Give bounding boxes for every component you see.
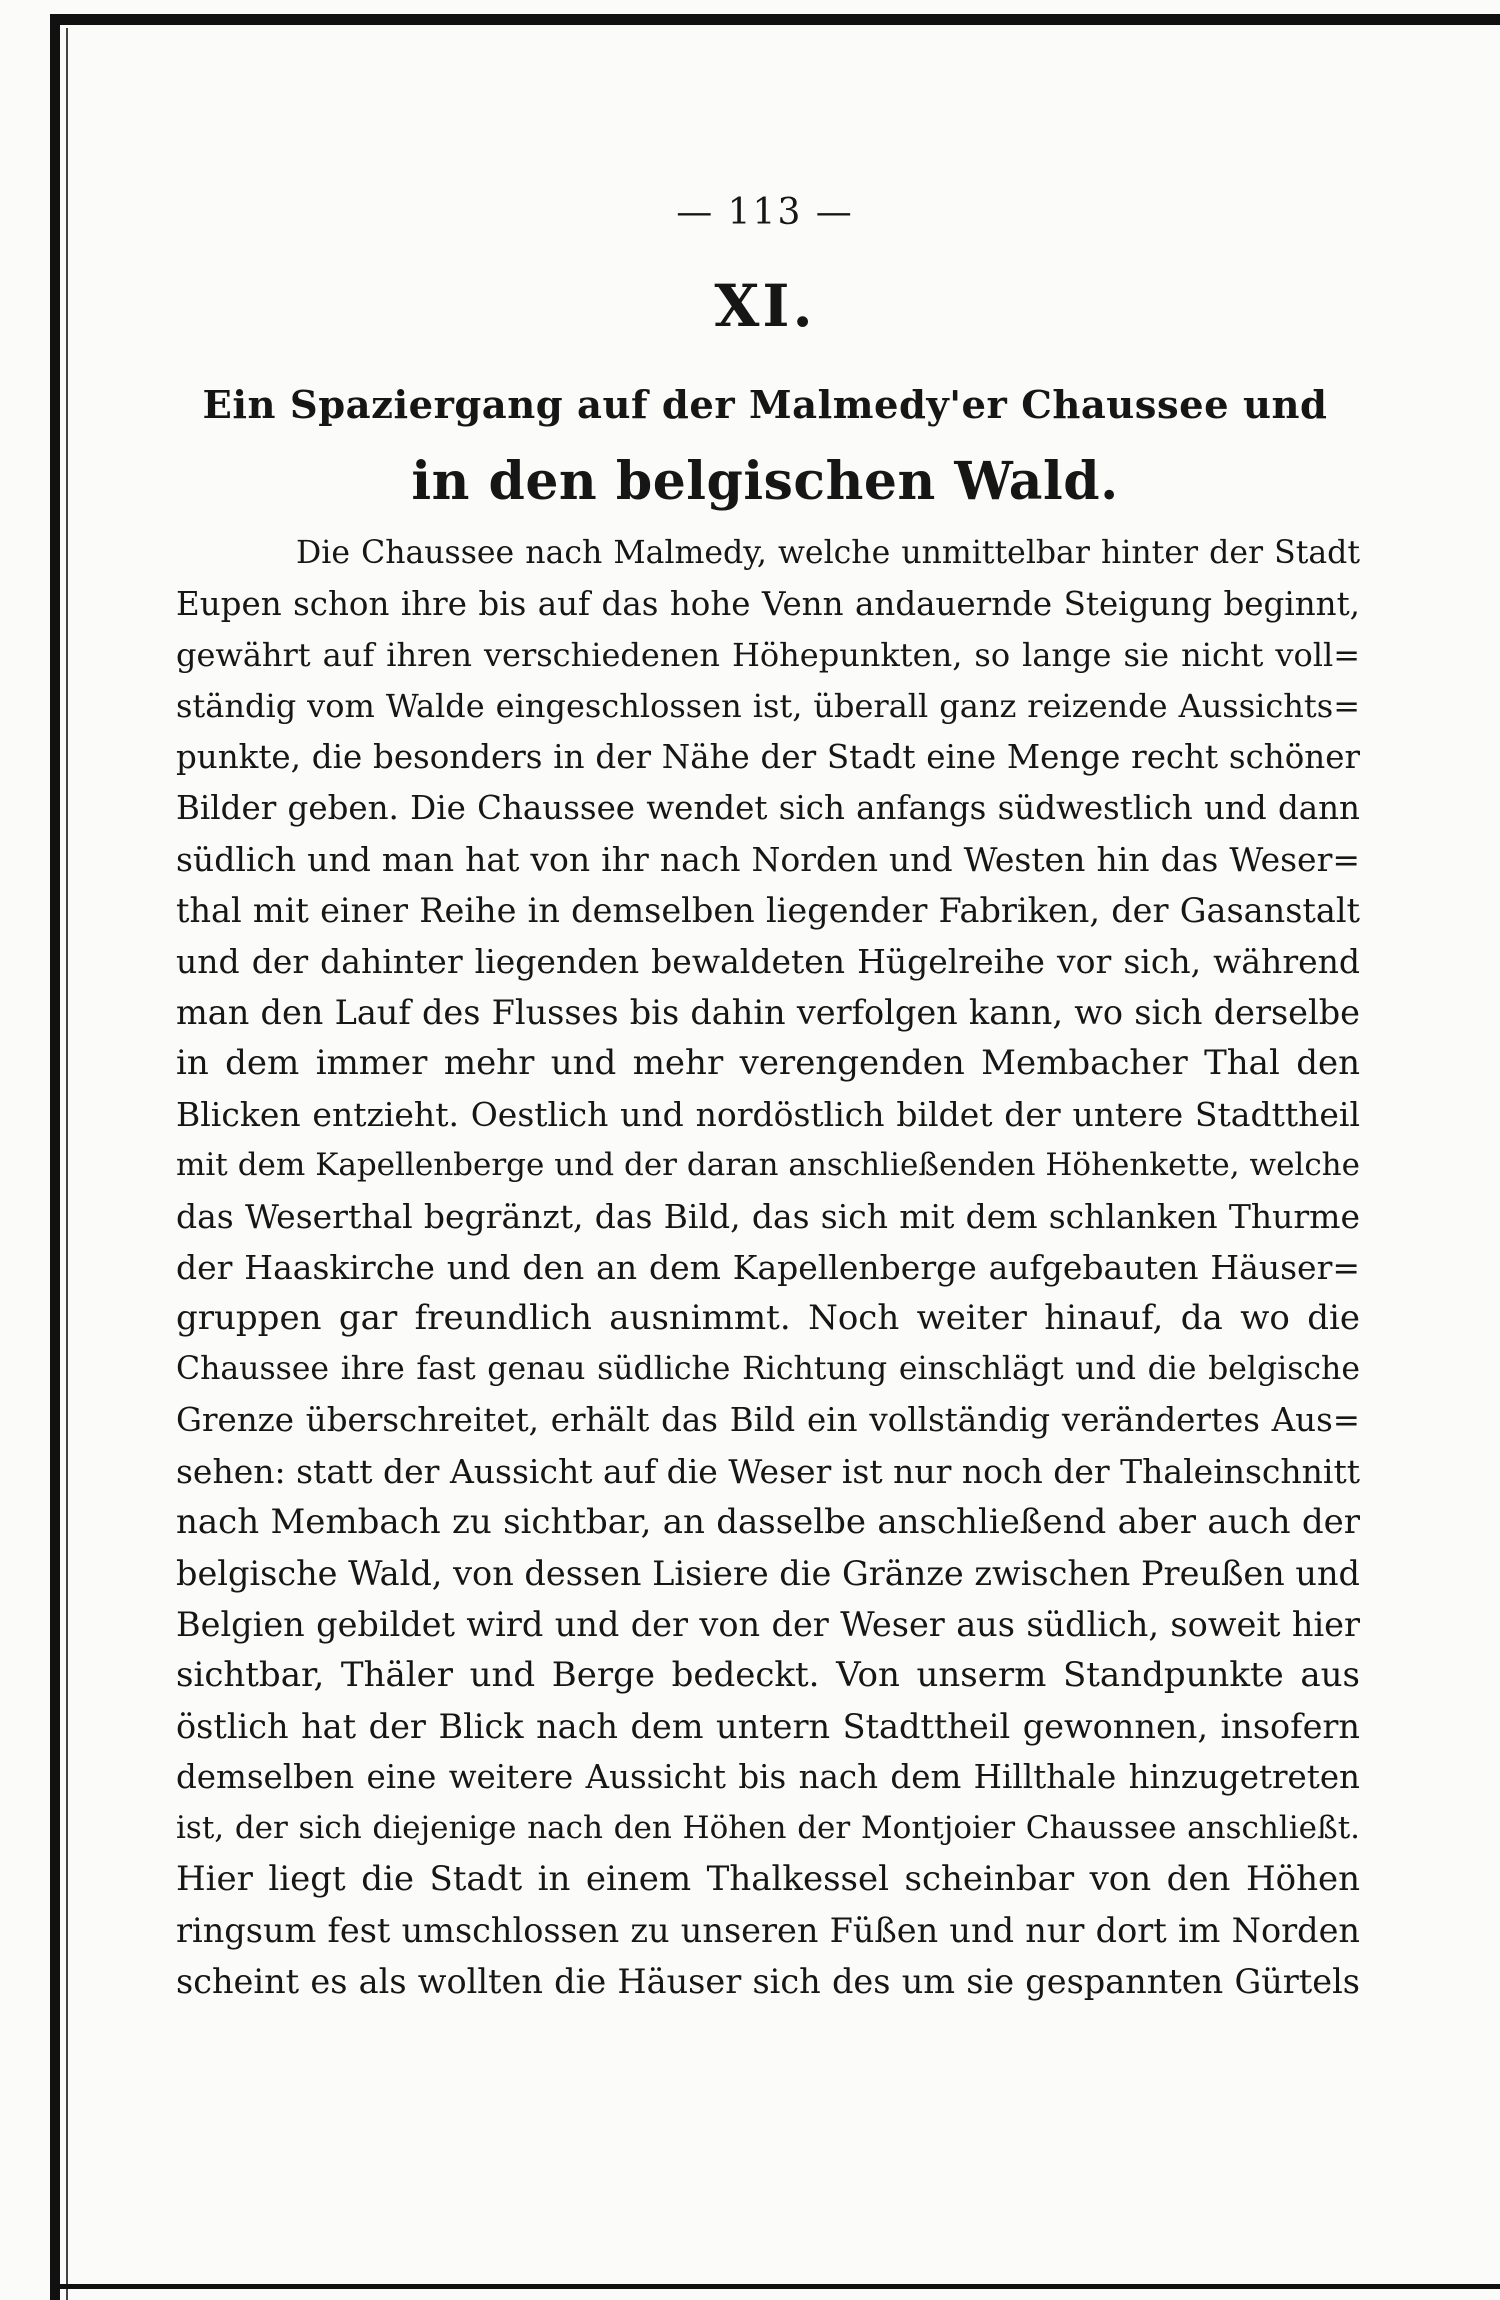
text-line: nach Membach zu sichtbar, an dasselbe anschließend aber auch der <box>176 1502 1360 1542</box>
text-line: Blicken entzieht. Oestlich und nordöstlich bildet der untere Stadttheil <box>176 1095 1360 1134</box>
text-line: ringsum fest umschlossen zu unseren Füßen und nur dort im Norden <box>176 1911 1360 1950</box>
text-line: Eupen schon ihre bis auf das hohe Venn andauernde Steigung beginnt, <box>176 585 1360 623</box>
text-line: das Weserthal begränzt, das Bild, das sich mit dem schlanken Thurme <box>176 1197 1360 1236</box>
text-line: thal mit einer Reihe in demselben liegender Fabriken, der Gasanstalt <box>176 891 1360 930</box>
chapter-title <box>200 368 1330 520</box>
text-line: und der dahinter liegenden bewaldeten Hügelreihe vor sich, während <box>176 942 1360 981</box>
text-line: östlich hat der Blick nach dem untern Stadttheil gewonnen, insofern <box>176 1707 1360 1746</box>
body-paragraph <box>176 528 1360 2007</box>
text-line: Grenze überschreitet, erhält das Bild ein vollständig verändertes Aus= <box>176 1401 1360 1439</box>
text-line: Bilder geben. Die Chaussee wendet sich anfangs südwestlich und dann <box>176 789 1360 827</box>
text-line: Hier liegt die Stadt in einem Thalkessel scheinbar von den Höhen <box>176 1859 1360 1899</box>
text-line: südlich und man hat von ihr nach Norden und Westen hin das Weser= <box>176 840 1360 879</box>
page-border-bottom <box>50 2284 1500 2289</box>
text-line: ständig vom Walde eingeschlossen ist, überall ganz reizende Aussichts= <box>176 687 1360 725</box>
text-line: in dem immer mehr und mehr verengenden Membacher Thal den <box>176 1043 1360 1083</box>
text-line: der Haaskirche und den an dem Kapellenberge aufgebauten Häuser= <box>176 1248 1360 1287</box>
page-border-left-inner <box>66 28 68 2300</box>
text-line: ist, der sich diejenige nach den Höhen der Montjoier Chaussee anschließt. <box>176 1810 1360 1846</box>
text-line: mit dem Kapellenberge und der daran anschließenden Höhenkette, welche <box>176 1147 1360 1183</box>
text-line: demselben eine weitere Aussicht bis nach dem Hillthale hinzugetreten <box>176 1758 1360 1796</box>
text-line: scheint es als wollten die Häuser sich des um sie gespannten Gürtels <box>176 1962 1360 2001</box>
text-line: man den Lauf des Flusses bis dahin verfolgen kann, wo sich derselbe <box>176 993 1360 1032</box>
page-border-left <box>50 14 60 2300</box>
text-line: sehen: statt der Aussicht auf die Weser ist nur noch der Thaleinschnitt <box>176 1452 1360 1491</box>
text-line: Belgien gebildet wird und der von der Weser aus südlich, soweit hier <box>176 1605 1360 1644</box>
chapter-title-line: in den belgischen Wald. <box>411 451 1119 512</box>
text-line: Die Chaussee nach Malmedy, welche unmittelbar hinter der Stadt <box>296 535 1360 571</box>
page-number: — 113 — <box>676 192 854 233</box>
text-line: gruppen gar freundlich ausnimmt. Noch weiter hinauf, da wo die <box>176 1298 1360 1338</box>
page-border-top <box>50 14 1500 25</box>
text-line: belgische Wald, von dessen Lisiere die Gränze zwischen Preußen und <box>176 1554 1360 1593</box>
chapter-title-line: Ein Spaziergang auf der Malmedy'er Chaussee und <box>202 383 1328 428</box>
text-line: sichtbar, Thäler und Berge bedeckt. Von unserm Standpunkte aus <box>176 1655 1360 1695</box>
chapter-number: XI. <box>714 272 816 340</box>
text-line: Chaussee ihre fast genau südliche Richtung einschlägt und die belgische <box>176 1351 1360 1387</box>
text-line: gewährt auf ihren verschiedenen Höhepunkten, so lange sie nicht voll= <box>176 636 1360 674</box>
text-line: punkte, die besonders in der Nähe der Stadt eine Menge recht schöner <box>176 738 1360 776</box>
